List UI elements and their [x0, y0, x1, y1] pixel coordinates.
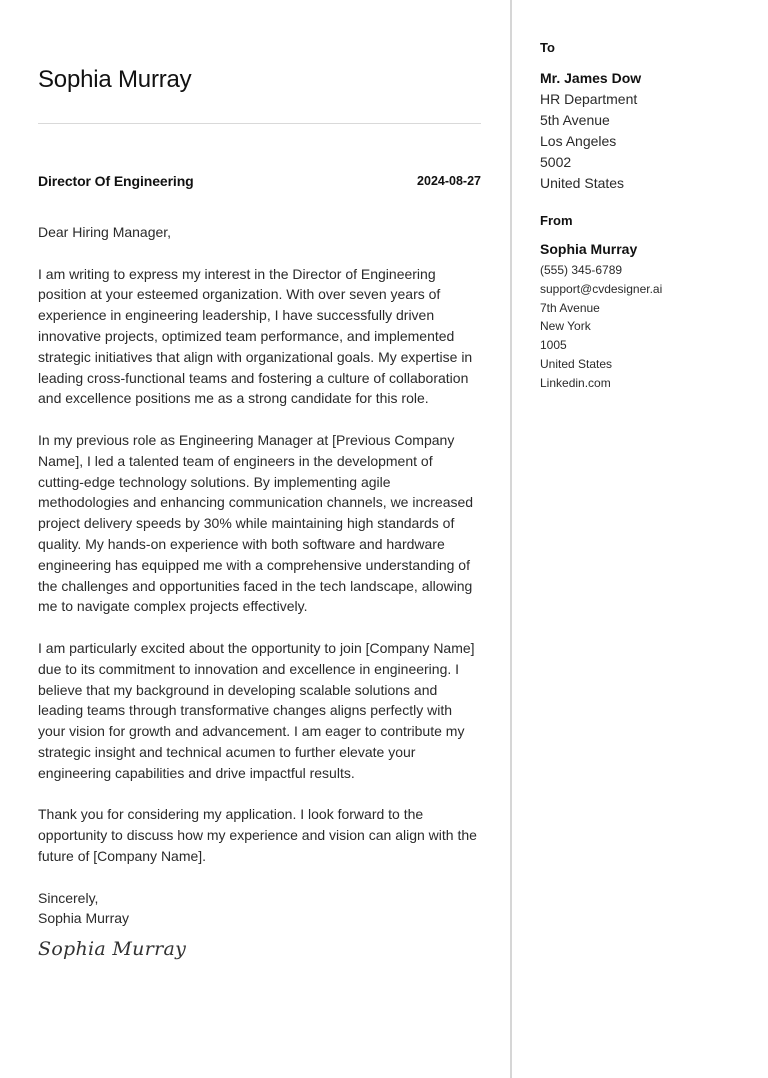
letter-paragraph: I am particularly excited about the opportunity to join [Company Name] due to its commitment to innovation and excellence in engineering. I believe that my background in developing scalable solutions and leading teams through transformative changes aligns perfectly with your vision for growth and advancement. I am eager to contribute my strategic insight and technical acumen to further elevate your engineering capabilities and drive impactful results.: [38, 639, 475, 781]
letter-paragraph: Thank you for considering my application. I look forward to the opportunity to discuss how my experience and vision can align with the future of [Company Name].: [38, 806, 477, 864]
handwritten-signature: Sophia Murray: [38, 938, 187, 960]
to-heading: To: [540, 40, 555, 55]
recipient-zip: 5002: [540, 154, 572, 170]
sender-website: Linkedin.com: [540, 375, 611, 390]
letter-closing: Sincerely,: [38, 889, 99, 906]
recipient-city: Los Angeles: [540, 133, 617, 149]
letter-closing-name: Sophia Murray: [38, 910, 130, 927]
header-divider: [38, 123, 481, 124]
letter-paragraph: I am writing to express my interest in the Director of Engineering position at your esteemed organization. With over seven years of experience in engineering leadership, I have successfully driven innovative projects, optimized team performance, and implemented strategic initiatives that align with organizational goals. My expertise in leading cross-functional teams and fostering a culture of collaboration and excellence positions me as a strong candidate for this role.: [38, 265, 473, 407]
sender-city: New York: [540, 319, 591, 334]
column-divider: [510, 0, 512, 1078]
letter-paragraph: In my previous role as Engineering Manager at [Previous Company Name], I led a talented team of engineers in the development of cutting-edge technology solutions. By implementing agile methodologies and enhancing communication channels, we increased project delivery speeds by 30% while maintaining high standards of quality. My hands-on experience with both software and hardware engineering has equipped me with a comprehensive understanding of the challenges and opportunities faced in the tech landscape, allowing me to navigate complex projects effectively.: [38, 431, 474, 615]
recipient-block: [540, 68, 641, 194]
letter-greeting: Dear Hiring Manager,: [38, 224, 172, 240]
sender-name: Sophia Murray: [540, 241, 638, 257]
recipient-name: Mr. James Dow: [540, 70, 642, 86]
letter-date: 2024-08-27: [417, 174, 481, 188]
letter-body: [38, 222, 481, 929]
sender-zip: 1005: [540, 338, 567, 353]
sender-contact-block: [540, 261, 662, 393]
job-title: Director Of Engineering: [38, 173, 194, 189]
sender-email: support@cvdesigner.ai: [540, 281, 663, 296]
recipient-street: 5th Avenue: [540, 112, 610, 128]
sender-country: United States: [540, 356, 613, 371]
letter-closing-block: [38, 888, 481, 930]
applicant-name: Sophia Murray: [38, 66, 192, 93]
recipient-department: HR Department: [540, 91, 638, 107]
sender-phone: (555) 345-6789: [540, 263, 623, 277]
job-title-row: [38, 173, 481, 193]
sender-street: 7th Avenue: [540, 300, 600, 315]
from-heading: From: [540, 213, 573, 228]
recipient-country: United States: [540, 175, 625, 191]
